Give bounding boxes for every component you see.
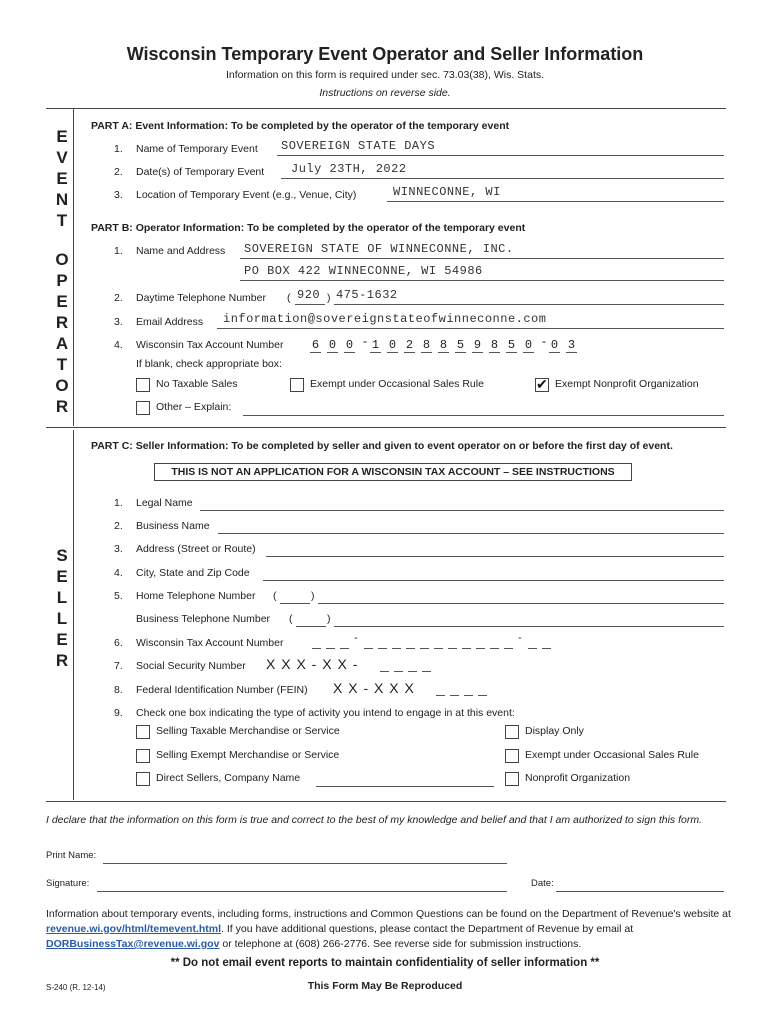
reproduce-note: This Form May Be Reproduced <box>307 980 463 992</box>
tax-digit: 6 <box>311 338 320 352</box>
tax-slot[interactable] <box>364 636 373 649</box>
tax-digit: 3 <box>567 338 576 352</box>
ssn-slot[interactable] <box>394 659 403 672</box>
tax-digit: 2 <box>405 338 414 352</box>
tax-slot[interactable] <box>378 636 387 649</box>
city-state-zip-field[interactable] <box>263 566 724 581</box>
direct-sellers-checkbox[interactable] <box>136 772 150 786</box>
fein-label: Federal Identification Number (FEIN) <box>136 684 308 696</box>
fein-masked-prefix: X X - X X X <box>333 680 415 696</box>
exempt-nonprofit-label: Exempt Nonprofit Organization <box>555 378 699 390</box>
signature-label: Signature: <box>46 878 90 889</box>
operator-email-label: Email Address <box>136 316 204 328</box>
business-phone-label: Business Telephone Number <box>136 613 271 625</box>
event-name-field[interactable] <box>277 141 724 156</box>
tax-digit: 1 <box>371 338 380 352</box>
home-phone-label: Home Telephone Number <box>136 590 256 602</box>
part-c-num-4: 4. <box>114 567 123 579</box>
operator-name-value: SOVEREIGN STATE OF WINNECONNE, INC. <box>244 242 514 256</box>
operator-phone-label: Daytime Telephone Number <box>136 292 266 304</box>
part-c-num-2: 2. <box>114 520 123 532</box>
no-taxable-sales-label: No Taxable Sales <box>156 378 238 390</box>
company-name-field[interactable] <box>316 772 494 787</box>
operator-address-field[interactable] <box>240 266 724 281</box>
operator-address-value: PO BOX 422 WINNECONNE, WI 54986 <box>244 264 483 278</box>
part-c-num-7: 7. <box>114 660 123 672</box>
tax-slot[interactable] <box>406 636 415 649</box>
tax-digit: 0 <box>388 338 397 352</box>
checkbox-box[interactable] <box>136 749 150 763</box>
checkbox-box[interactable] <box>136 725 150 739</box>
tax-digit: 5 <box>456 338 465 352</box>
part-c-num-5: 5. <box>114 590 123 602</box>
part-a-heading: PART A: Event Information: To be completed by the operator of the temporary event <box>91 120 510 132</box>
occasional-sales-label: Exempt under Occasional Sales Rule <box>310 378 484 390</box>
fein-slot[interactable] <box>478 683 487 696</box>
instructions-note: Instructions on reverse side. <box>319 87 451 99</box>
tax-slot[interactable] <box>340 636 349 649</box>
checkbox-box[interactable] <box>505 725 519 739</box>
tax-digit: 0 <box>328 338 337 352</box>
tax-digit-separator: - <box>361 335 369 349</box>
occasional-sales-checkbox[interactable] <box>290 378 304 392</box>
info-paragraph <box>46 907 736 952</box>
other-explain-label: Other – Explain: <box>156 401 232 413</box>
part-a-num-2: 2. <box>114 166 123 178</box>
business-phone-close-paren: ) <box>327 613 331 625</box>
form-number: S-240 (R. 12-14) <box>46 983 106 992</box>
operator-phone-field[interactable] <box>334 290 724 305</box>
no-taxable-sales-checkbox[interactable] <box>136 378 150 392</box>
part-a-num-1: 1. <box>114 143 123 155</box>
date-field[interactable] <box>556 877 724 892</box>
event-date-label: Date(s) of Temporary Event <box>136 166 265 178</box>
operator-name-label: Name and Address <box>136 245 226 257</box>
checkbox-box[interactable] <box>505 749 519 763</box>
ssn-slot[interactable] <box>422 659 431 672</box>
selling-exempt-checkbox[interactable] <box>136 749 150 763</box>
info-text-1: Information about temporary events, including forms, instructions and Common Questions can be found on the Department of Revenue's website at <box>46 908 731 920</box>
part-c-num-1: 1. <box>114 497 123 509</box>
seller-tax-account-field[interactable] <box>312 632 612 652</box>
print-name-field[interactable] <box>103 849 507 864</box>
side-label-seller: S E L L E R <box>55 546 69 670</box>
part-a-num-3: 3. <box>114 189 123 201</box>
display-only-label: Display Only <box>525 725 584 737</box>
phone-close-paren: ) <box>327 292 331 304</box>
tax-digit: 0 <box>550 338 559 352</box>
fein-remaining-field[interactable] <box>436 683 516 697</box>
checkbox-box[interactable] <box>136 378 150 392</box>
tax-digit-separator: - <box>540 335 548 349</box>
temevent-link[interactable]: revenue.wi.gov/html/temevent.html <box>46 923 222 935</box>
part-c-num-8: 8. <box>114 684 123 696</box>
operator-email-value: information@sovereignstateofwinneconne.com <box>223 312 547 326</box>
ssn-last-four-field[interactable] <box>380 659 460 673</box>
event-location-value: WINNECONNE, WI <box>393 185 501 199</box>
part-c-heading: PART C: Seller Information: To be completed by seller and given to event operator on or before the first day of event. <box>91 440 673 452</box>
statute-note: Information on this form is required under sec. 73.03(38), Wis. Stats. <box>225 69 545 81</box>
part-b-num-4: 4. <box>114 339 123 351</box>
part-b-num-3: 3. <box>114 316 123 328</box>
event-name-label: Name of Temporary Event <box>136 143 258 155</box>
tax-slot[interactable] <box>504 636 513 649</box>
not-application-notice: THIS IS NOT AN APPLICATION FOR A WISCONSIN TAX ACCOUNT – SEE INSTRUCTIONS <box>154 463 632 481</box>
event-location-field[interactable] <box>387 187 724 202</box>
legal-name-field[interactable] <box>200 496 724 511</box>
nonprofit-org-checkbox[interactable] <box>505 772 519 786</box>
operator-area-code-field[interactable] <box>295 290 325 305</box>
date-label: Date: <box>531 878 554 889</box>
part-b-num-2: 2. <box>114 292 123 304</box>
operator-tax-label: Wisconsin Tax Account Number <box>136 339 284 351</box>
info-text-2: . If you have additional questions, please contact the Department of Revenue by email at <box>221 923 634 935</box>
legal-name-label: Legal Name <box>136 497 193 509</box>
exempt-nonprofit-checkbox[interactable] <box>535 378 549 392</box>
phone-open-paren: ( <box>287 292 291 304</box>
tax-slot[interactable] <box>476 636 485 649</box>
home-phone-field[interactable] <box>318 589 724 604</box>
selling-taxable-label: Selling Taxable Merchandise or Service <box>156 725 340 737</box>
nonprofit-org-label: Nonprofit Organization <box>525 772 631 784</box>
business-phone-field[interactable] <box>334 612 724 627</box>
business-name-label: Business Name <box>136 520 210 532</box>
section-divider <box>46 427 726 428</box>
operator-tax-account-field[interactable] <box>310 335 610 354</box>
checkbox-box-checked[interactable] <box>535 378 549 392</box>
seller-occasional-sales-checkbox[interactable] <box>505 749 519 763</box>
form-title: Wisconsin Temporary Event Operator and Seller Information <box>126 44 644 64</box>
checkbox-box[interactable] <box>290 378 304 392</box>
ssn-slot[interactable] <box>408 659 417 672</box>
city-state-zip-label: City, State and Zip Code <box>136 567 250 579</box>
operator-phone-value: 475-1632 <box>336 288 398 302</box>
seller-address-field[interactable] <box>266 542 724 557</box>
part-c-num-6: 6. <box>114 637 123 649</box>
tax-slot[interactable] <box>420 636 429 649</box>
tax-digit: 8 <box>490 338 499 352</box>
activity-instruction: Check one box indicating the type of activity you intend to engage in at this event: <box>136 707 515 719</box>
ssn-label: Social Security Number <box>136 660 246 672</box>
seller-tax-label: Wisconsin Tax Account Number <box>136 637 284 649</box>
event-location-label: Location of Temporary Event (e.g., Venue, City) <box>136 189 357 201</box>
checkbox-box[interactable] <box>505 772 519 786</box>
signature-field[interactable] <box>97 877 507 892</box>
tax-slot[interactable] <box>326 636 335 649</box>
confidentiality-warning: ** Do not email event reports to maintain confidentiality of seller information ** <box>170 957 600 969</box>
tax-slot-separator: - <box>518 632 522 644</box>
tax-digit: 9 <box>473 338 482 352</box>
tax-digit: 8 <box>422 338 431 352</box>
fein-slot[interactable] <box>450 683 459 696</box>
business-name-field[interactable] <box>218 519 724 534</box>
direct-sellers-label: Direct Sellers, Company Name <box>156 772 301 784</box>
ssn-masked-prefix: X X X - X X - <box>266 656 359 672</box>
part-c-num-9: 9. <box>114 707 123 719</box>
tax-digit: 8 <box>439 338 448 352</box>
checkbox-box[interactable] <box>136 401 150 415</box>
declaration-text: I declare that the information on this form is true and correct to the best of my knowledge and belief and that I am authorized to sign this form. <box>46 814 703 826</box>
other-explain-checkbox[interactable] <box>136 401 150 415</box>
tax-slot[interactable] <box>312 636 321 649</box>
event-date-value: July 23TH, 2022 <box>291 162 407 176</box>
event-name-value: SOVEREIGN STATE DAYS <box>281 139 436 153</box>
selling-taxable-checkbox[interactable] <box>136 725 150 739</box>
part-c-num-3: 3. <box>114 543 123 555</box>
tax-slot[interactable] <box>542 636 551 649</box>
tax-slot[interactable] <box>392 636 401 649</box>
checkbox-box[interactable] <box>136 772 150 786</box>
other-explain-field[interactable] <box>243 401 724 416</box>
tax-digit: 0 <box>345 338 354 352</box>
tax-slot[interactable] <box>462 636 471 649</box>
ssn-slot[interactable] <box>380 659 389 672</box>
part-b-heading: PART B: Operator Information: To be completed by the operator of the temporary event <box>91 222 526 234</box>
print-name-label: Print Name: <box>46 850 97 861</box>
operator-name-field[interactable] <box>240 244 724 259</box>
tax-digit: 5 <box>507 338 516 352</box>
fein-slot[interactable] <box>436 683 445 696</box>
side-label-operator: O P E R A T O R <box>55 250 69 416</box>
blank-note: If blank, check appropriate box: <box>136 358 282 370</box>
business-phone-open-paren: ( <box>289 613 293 625</box>
home-area-code-field[interactable] <box>280 589 310 604</box>
operator-area-code-value: 920 <box>297 288 321 302</box>
event-date-field[interactable] <box>281 164 724 179</box>
home-phone-close-paren: ) <box>311 590 315 602</box>
tax-slot[interactable] <box>490 636 499 649</box>
seller-address-label: Address (Street or Route) <box>136 543 256 555</box>
email-link[interactable]: DORBusinessTax@revenue.wi.gov <box>46 938 220 950</box>
home-phone-open-paren: ( <box>273 590 277 602</box>
fein-slot[interactable] <box>464 683 473 696</box>
tax-slot-separator: - <box>354 632 358 644</box>
business-area-code-field[interactable] <box>296 612 326 627</box>
tax-slot[interactable] <box>448 636 457 649</box>
selling-exempt-label: Selling Exempt Merchandise or Service <box>156 749 340 761</box>
top-rule <box>46 108 726 109</box>
part-b-num-1: 1. <box>114 245 123 257</box>
display-only-checkbox[interactable] <box>505 725 519 739</box>
tax-slot[interactable] <box>528 636 537 649</box>
tax-slot[interactable] <box>434 636 443 649</box>
operator-email-field[interactable] <box>217 314 724 329</box>
tax-digit: 0 <box>524 338 533 352</box>
seller-occasional-sales-label: Exempt under Occasional Sales Rule <box>525 749 699 761</box>
bottom-rule <box>46 801 726 802</box>
side-label-event: E V E N T <box>55 127 69 230</box>
info-text-3: or telephone at (608) 266-2776. See reverse side for submission instructions. <box>219 938 582 950</box>
